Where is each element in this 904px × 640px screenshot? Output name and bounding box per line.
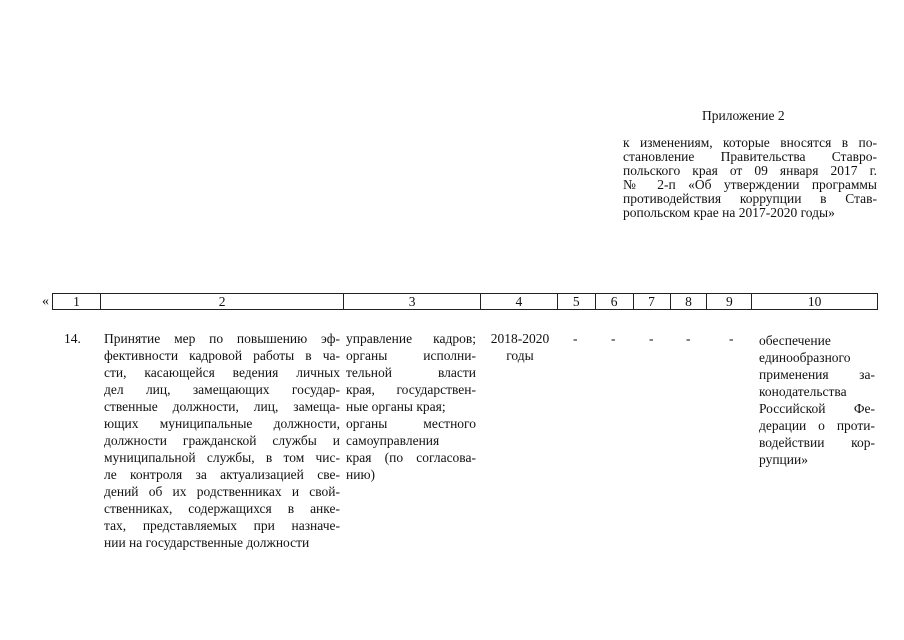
header-cell-2: 2 <box>101 294 344 309</box>
dash-col-5: - <box>573 331 578 346</box>
appendix-line: к изменениям, которые вносятся в по- <box>623 135 877 150</box>
result-line: Российской Фе- <box>759 401 875 416</box>
period-line: 2018-2020 <box>490 331 550 346</box>
period-cell <box>482 330 558 364</box>
header-cell-4: 4 <box>481 294 558 309</box>
appendix-line: становление Правительства Ставро- <box>623 149 877 164</box>
period-line: годы <box>506 348 534 363</box>
result-line: рупции» <box>759 452 808 467</box>
row-number: 14. <box>64 331 81 346</box>
header-cell-5: 5 <box>558 294 596 309</box>
result-line: водействии кор- <box>759 435 875 450</box>
appendix-line: противодействия коррупции в Став- <box>623 191 877 206</box>
appendix-line: № 2-п «Об утверждении программы <box>623 177 877 192</box>
dash-col-6: - <box>611 331 616 346</box>
header-cell-1: 1 <box>53 294 101 309</box>
appendix-title: Приложение 2 <box>702 108 785 123</box>
measure-cell <box>104 330 340 551</box>
measure-line: ственные должности, лиц, замеща- <box>104 399 340 414</box>
header-cell-9: 9 <box>707 294 752 309</box>
measure-line: тах, представляемых при назначе- <box>104 518 340 533</box>
executors-line: органы исполни- <box>346 348 476 363</box>
opening-quote: « <box>42 294 49 309</box>
measure-line: нии на государственные должности <box>104 535 310 550</box>
result-line: обеспечение <box>759 333 831 348</box>
measure-line: ющих муниципальные должности, <box>104 416 340 431</box>
dash-col-9: - <box>729 331 734 346</box>
executors-line: самоуправления <box>346 433 440 448</box>
header-cell-10: 10 <box>807 294 822 309</box>
measure-line: муниципальной службы, в том чис- <box>104 450 340 465</box>
appendix-line: ропольском крае на 2017-2020 годы» <box>623 205 835 220</box>
dash-col-8: - <box>686 331 691 346</box>
executors-cell <box>346 330 476 483</box>
executors-line: края, государствен- <box>346 382 476 397</box>
result-line: дерации о проти- <box>759 418 875 433</box>
measure-line: ственниках, содержащихся в анке- <box>104 501 340 516</box>
appendix-description <box>623 136 877 220</box>
executors-line: края (по согласова- <box>346 450 476 465</box>
executors-line: ные органы края; <box>346 399 446 414</box>
measure-line: дел лиц, замещающих государ- <box>104 382 340 397</box>
executors-line: управление кадров; <box>346 331 476 346</box>
result-cell <box>759 332 875 468</box>
result-line: единообразного <box>759 350 851 365</box>
appendix-line: польского края от 09 января 2017 г. <box>623 163 877 178</box>
measure-line: дений об их родственниках и свой- <box>104 484 340 499</box>
measure-line: сти, касающейся ведения личных <box>104 365 340 380</box>
table-header-row <box>52 293 878 310</box>
executors-line: органы местного <box>346 416 476 431</box>
executors-line: тельной власти <box>346 365 476 380</box>
header-cell-6: 6 <box>596 294 634 309</box>
header-cell-8: 8 <box>671 294 708 309</box>
executors-line: нию) <box>346 467 376 482</box>
measure-line: Принятие мер по повышению эф- <box>104 331 340 346</box>
dash-col-7: - <box>649 331 654 346</box>
measure-line: должности гражданской службы и <box>104 433 340 448</box>
header-cell-7: 7 <box>634 294 671 309</box>
measure-line: ле контроля за актуализацией све- <box>104 467 340 482</box>
result-line: применения за- <box>759 367 875 382</box>
header-cell-3: 3 <box>344 294 481 309</box>
result-line: конодательства <box>759 384 847 399</box>
measure-line: фективности кадровой работы в ча- <box>104 348 340 363</box>
